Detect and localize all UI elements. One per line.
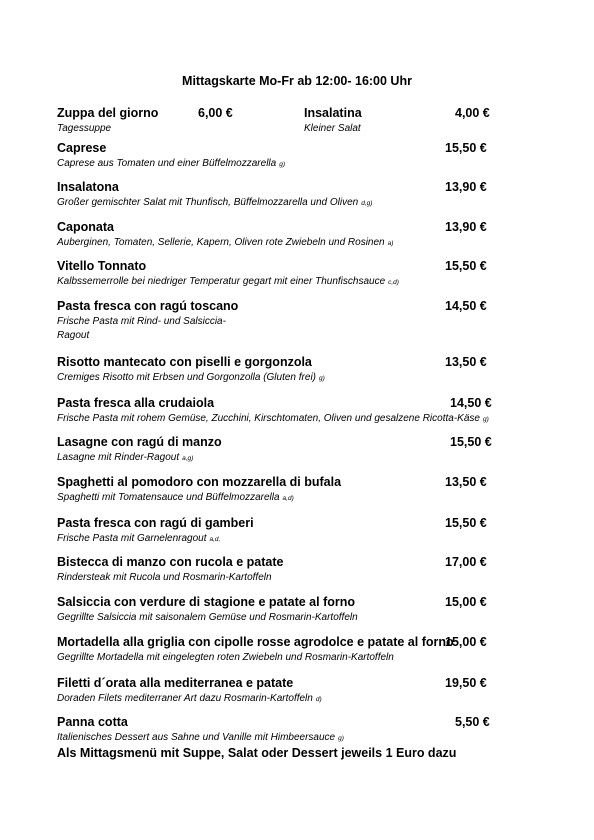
item-price: 14,50 € bbox=[450, 396, 492, 410]
menu-item bbox=[57, 676, 322, 707]
item-price: 13,50 € bbox=[445, 355, 487, 369]
menu-footer-note: Als Mittagsmenü mit Suppe, Salat oder Dessert jeweils 1 Euro dazu bbox=[57, 746, 457, 760]
item-description: Tagessuppe bbox=[57, 123, 112, 134]
menu-item-zuppa bbox=[57, 106, 158, 136]
item-name: Pasta fresca alla crudaiola bbox=[57, 396, 215, 410]
menu-item bbox=[57, 259, 399, 290]
item-description: Rindersteak mit Rucola und Rosmarin-Kartoffeln bbox=[57, 572, 272, 583]
item-price: 15,00 € bbox=[445, 595, 487, 609]
item-description: Frische Pasta mit Rind- und Salsiccia- Ragout bbox=[57, 316, 226, 341]
item-name: Zuppa del giorno bbox=[57, 106, 159, 120]
item-price: 15,50 € bbox=[445, 516, 487, 530]
item-name: Caponata bbox=[57, 220, 114, 234]
menu-item bbox=[57, 396, 489, 427]
menu-item bbox=[57, 595, 358, 625]
item-price: 15,00 € bbox=[445, 635, 487, 649]
allergen-code: a,d, bbox=[209, 536, 221, 543]
item-price: 14,50 € bbox=[445, 299, 487, 313]
item-name: Lasagne con ragú di manzo bbox=[57, 435, 222, 449]
item-description: Spaghetti mit Tomatensauce und Büffelmozzarella a,d) bbox=[57, 492, 294, 503]
item-description: Gegrillte Mortadella mit eingelegten roten Zwiebeln und Rosmarin-Kartoffeln bbox=[57, 652, 394, 663]
menu-item bbox=[57, 555, 283, 585]
page-title: Mittagskarte Mo-Fr ab 12:00- 16:00 Uhr bbox=[182, 74, 412, 88]
allergen-code: g) bbox=[279, 161, 285, 168]
item-description: Cremiges Risotto mit Erbsen und Gorgonzolla (Gluten frei) g) bbox=[57, 372, 325, 383]
item-price: 19,50 € bbox=[445, 676, 487, 690]
allergen-code: a,g) bbox=[182, 455, 194, 462]
menu-item bbox=[57, 435, 222, 466]
item-name: Caprese bbox=[57, 141, 107, 155]
item-name: Mortadella alla griglia con cipolle rosse agrodolce e patate al forno bbox=[57, 635, 454, 649]
menu-item bbox=[57, 180, 372, 211]
allergen-code: g) bbox=[482, 416, 489, 423]
item-description: Caprese aus Tomaten und einer Büffelmozzarella g) bbox=[57, 158, 285, 169]
item-name: Pasta fresca con ragú toscano bbox=[57, 299, 239, 313]
item-price: 15,50 € bbox=[445, 141, 487, 155]
item-name: Spaghetti al pomodoro con mozzarella di bufala bbox=[57, 475, 342, 489]
item-name: Salsiccia con verdure di stagione e patate al forno bbox=[57, 595, 356, 609]
item-name: Panna cotta bbox=[57, 715, 128, 729]
item-price: 13,50 € bbox=[445, 475, 487, 489]
item-name: Bistecca di manzo con rucola e patate bbox=[57, 555, 284, 569]
item-name: Vitello Tonnato bbox=[57, 259, 147, 273]
menu-item bbox=[57, 355, 325, 386]
item-description: Frische Pasta mit Garnelenragout a,d, bbox=[57, 533, 221, 544]
menu-item bbox=[57, 635, 454, 665]
menu-item bbox=[57, 475, 341, 506]
item-description: Doraden Filets mediterraner Art dazu Rosmarin-Kartoffeln d) bbox=[57, 693, 322, 704]
item-price: 13,90 € bbox=[445, 180, 487, 194]
item-description: Großer gemischter Salat mit Thunfisch, Büffelmozzarella und Oliven d,g) bbox=[57, 197, 373, 208]
menu-item bbox=[57, 715, 344, 746]
allergen-code: a) bbox=[387, 240, 394, 247]
menu-item bbox=[57, 141, 285, 172]
item-name: Filetti d´orata alla mediterranea e patate bbox=[57, 676, 294, 690]
item-description: Auberginen, Tomaten, Sellerie, Kapern, Oliven rote Zwiebeln und Rosinen a) bbox=[57, 237, 394, 248]
item-name: Pasta fresca con ragú di gamberi bbox=[57, 516, 254, 530]
item-description: Kalbssemerrolle bei niedriger Temperatur gegart mit einer Thunfischsauce c,d) bbox=[57, 276, 399, 287]
item-price: 15,50 € bbox=[450, 435, 492, 449]
menu-item-insalatina bbox=[304, 106, 362, 136]
item-price: 15,50 € bbox=[445, 259, 487, 273]
item-name: Insalatona bbox=[57, 180, 119, 194]
item-description: Lasagne mit Rinder-Ragout a,g) bbox=[57, 452, 194, 463]
item-price: 4,00 € bbox=[455, 106, 490, 120]
allergen-code: d) bbox=[315, 696, 322, 703]
item-description: Italienisches Dessert aus Sahne und Vanille mit Himbeersauce g) bbox=[57, 732, 344, 743]
item-price: 5,50 € bbox=[455, 715, 490, 729]
item-description: Gegrillte Salsiccia mit saisonalem Gemüse und Rosmarin-Kartoffeln bbox=[57, 612, 358, 623]
item-name: Insalatina bbox=[304, 106, 362, 120]
menu-item bbox=[57, 220, 393, 251]
allergen-code: a,d) bbox=[282, 495, 294, 502]
item-price: 17,00 € bbox=[445, 555, 487, 569]
menu-item bbox=[57, 299, 238, 343]
allergen-code: g) bbox=[338, 735, 344, 742]
allergen-code: c,d) bbox=[388, 279, 399, 286]
item-description: Kleiner Salat bbox=[304, 123, 361, 134]
item-price: 13,90 € bbox=[445, 220, 487, 234]
allergen-code: d,g) bbox=[361, 200, 373, 207]
allergen-code: g) bbox=[319, 375, 325, 382]
item-price: 6,00 € bbox=[198, 106, 233, 120]
menu-item bbox=[57, 516, 254, 547]
item-name: Risotto mantecato con piselli e gorgonzola bbox=[57, 355, 312, 369]
item-description: Frische Pasta mit rohem Gemüse, Zucchini, Kirschtomaten, Oliven und gesalzene Ricotta-Käse g) bbox=[57, 413, 489, 424]
